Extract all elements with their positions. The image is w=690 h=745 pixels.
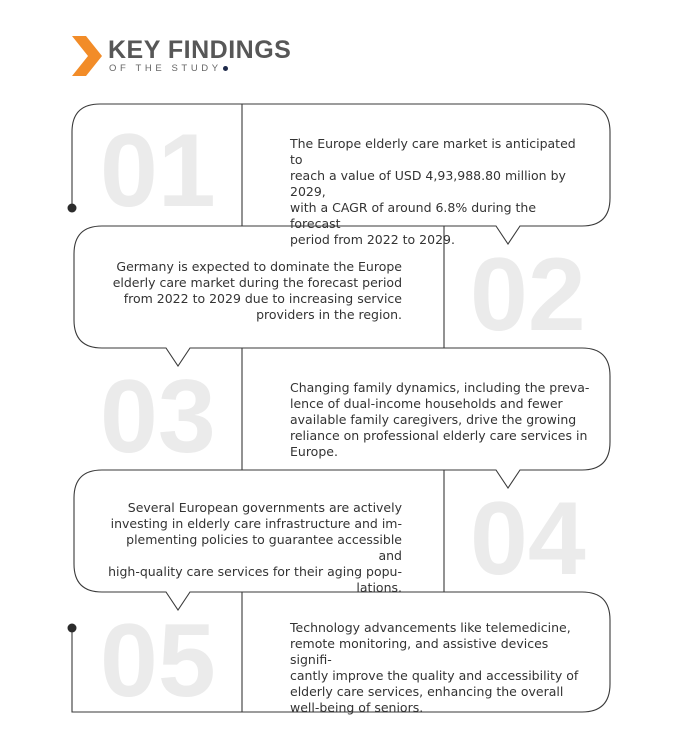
finding-text-02: Germany is expected to dominate the Europe elderly care market during the forecast period from 2022 to 2029 due to increasing service providers in the region. — [112, 259, 402, 322]
finding-number-01: 01 — [100, 113, 216, 229]
finding-number-04: 04 — [470, 481, 586, 597]
finding-text-03: Changing family dynamics, including the preva- lence of dual-income households and fewer available family caregivers, drive the growing reliance on professional elderly care services in Europe. — [290, 380, 590, 459]
finding-number-03: 03 — [100, 359, 216, 475]
end-dot — [68, 624, 77, 633]
page-subtitle: OF THE STUDY — [109, 63, 228, 74]
finding-number-05: 05 — [100, 603, 216, 719]
finding-text-04: Several European governments are actively investing in elderly care infrastructure and im- plementing policies to guarantee accessible and high-quality care services for their aging popu- lations. — [108, 500, 402, 595]
start-dot — [68, 204, 77, 213]
page-title: KEY FINDINGS — [108, 36, 292, 64]
finding-number-02: 02 — [470, 237, 586, 353]
finding-text-05: Technology advancements like telemedicine, remote monitoring, and assistive devices signifi- cantly improve the quality and accessibility of elderly care services, enhancing the overall well-being of seniors. — [290, 620, 579, 715]
finding-text-01: The Europe elderly care market is anticipated to reach a value of USD 4,93,988.80 million by 2029, with a CAGR of around 6.8% during the forecast period from 2022 to 2029. — [290, 136, 576, 247]
